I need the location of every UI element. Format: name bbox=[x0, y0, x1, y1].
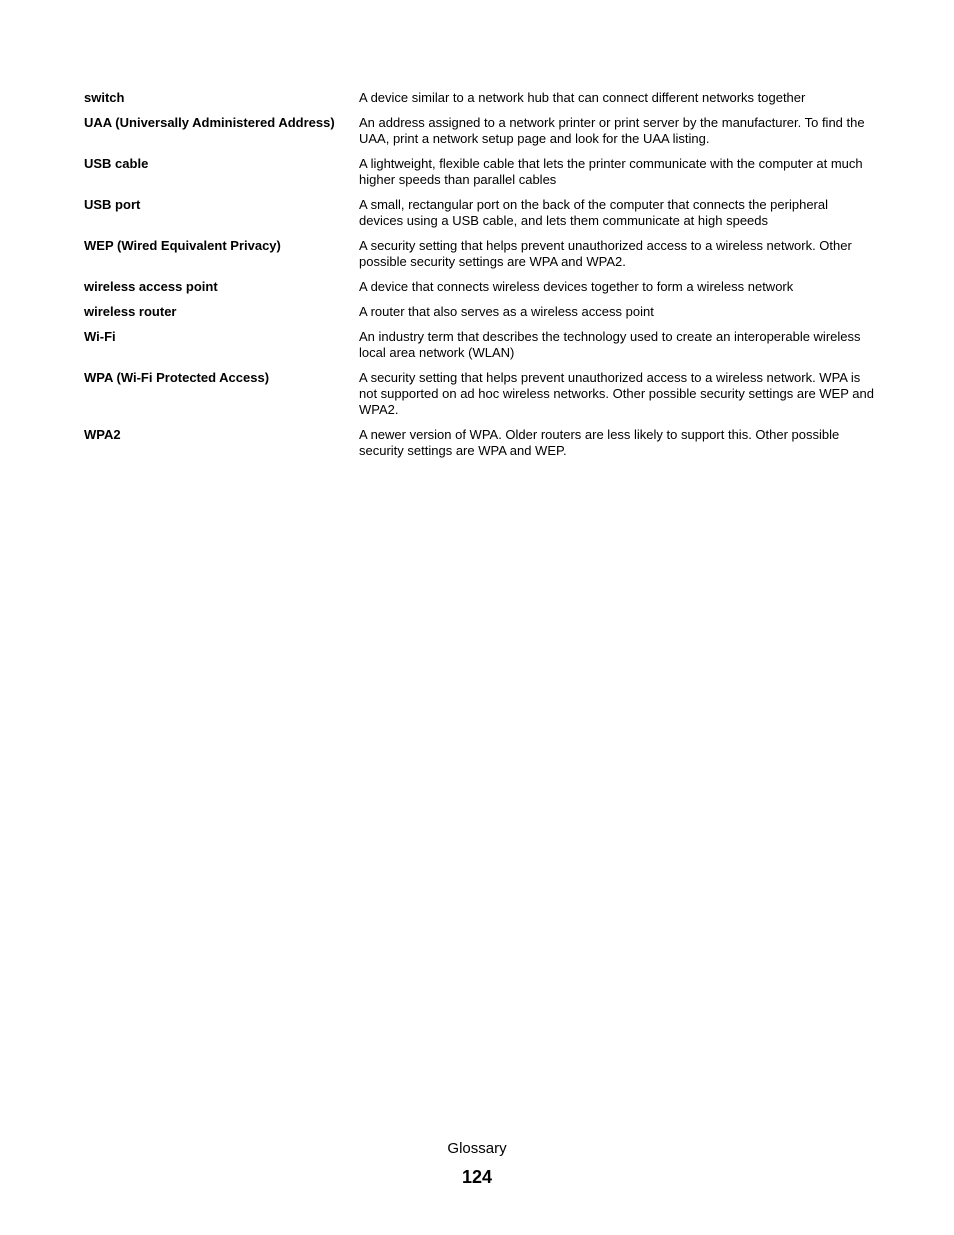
glossary-term: wireless access point bbox=[84, 279, 218, 294]
glossary-list bbox=[84, 90, 874, 468]
glossary-entry bbox=[84, 90, 874, 106]
glossary-term: WPA (Wi-Fi Protected Access) bbox=[84, 370, 270, 385]
glossary-entry bbox=[84, 115, 874, 147]
glossary-entry bbox=[84, 329, 874, 361]
glossary-term: USB cable bbox=[84, 156, 149, 171]
glossary-entry bbox=[84, 304, 874, 320]
footer-section-title: Glossary bbox=[447, 1140, 507, 1157]
glossary-definition: A security setting that helps prevent unauthorized access to a wireless network. Other possible security settings are WPA and WPA2. bbox=[359, 238, 852, 269]
glossary-definition: A device that connects wireless devices together to form a wireless network bbox=[359, 279, 794, 294]
glossary-definition: An industry term that describes the technology used to create an interoperable wireless local area network (WLAN) bbox=[359, 329, 861, 360]
glossary-term: WPA2 bbox=[84, 427, 121, 442]
glossary-definition: A small, rectangular port on the back of the computer that connects the peripheral devices using a USB cable, and lets them communicate at high speeds bbox=[359, 197, 828, 228]
glossary-entry bbox=[84, 156, 874, 188]
glossary-entry bbox=[84, 238, 874, 270]
glossary-entry bbox=[84, 197, 874, 229]
glossary-definition: An address assigned to a network printer or print server by the manufacturer. To find the UAA, print a network setup page and look for the UAA listing. bbox=[359, 115, 865, 146]
glossary-definition: A newer version of WPA. Older routers are less likely to support this. Other possible security settings are WPA and WEP. bbox=[359, 427, 840, 458]
glossary-term: UAA (Universally Administered Address) bbox=[84, 115, 335, 130]
glossary-term: Wi-Fi bbox=[84, 329, 116, 344]
glossary-term: wireless router bbox=[84, 304, 177, 319]
glossary-entry bbox=[84, 427, 874, 459]
glossary-term: switch bbox=[84, 90, 125, 105]
glossary-term: WEP (Wired Equivalent Privacy) bbox=[84, 238, 281, 253]
glossary-entry bbox=[84, 279, 874, 295]
page-number: 124 bbox=[461, 1167, 493, 1187]
glossary-definition: A security setting that helps prevent unauthorized access to a wireless network. WPA is not supported on ad hoc wireless networks. Other possible security settings are WEP and WPA2. bbox=[359, 370, 874, 417]
glossary-definition: A router that also serves as a wireless access point bbox=[359, 304, 654, 319]
glossary-entry bbox=[84, 370, 874, 418]
glossary-definition: A device similar to a network hub that can connect different networks together bbox=[359, 90, 806, 105]
glossary-definition: A lightweight, flexible cable that lets the printer communicate with the computer at much higher speeds than parallel cables bbox=[359, 156, 863, 187]
glossary-term: USB port bbox=[84, 197, 141, 212]
